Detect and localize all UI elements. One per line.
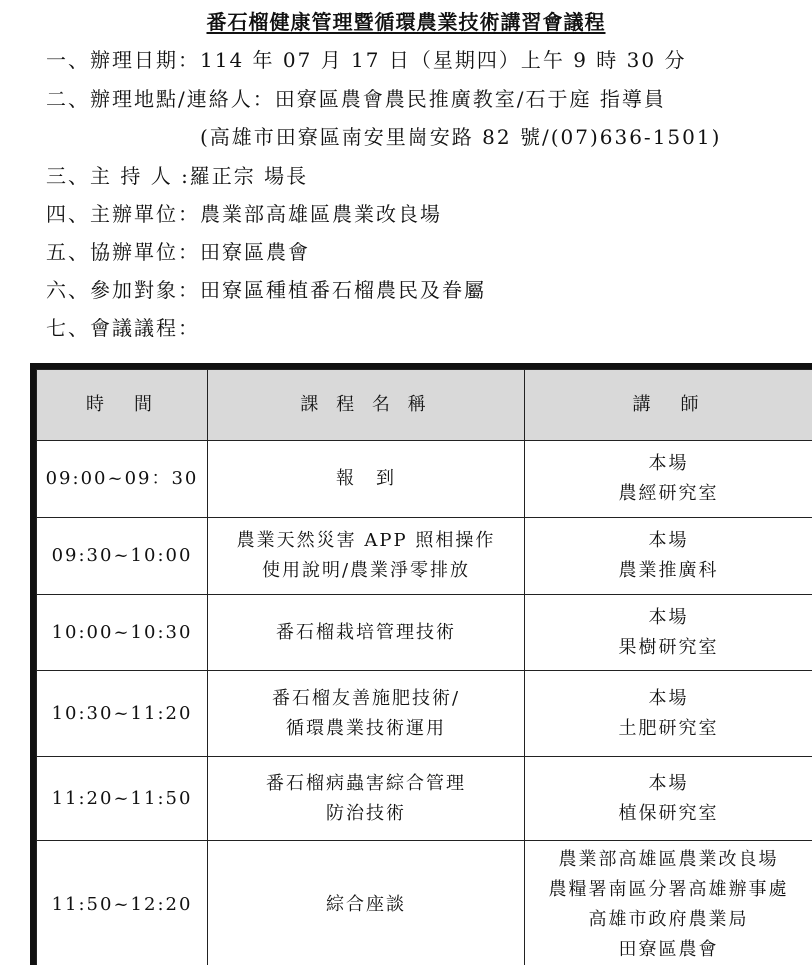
course-line: 番石榴病蟲害綜合管理	[266, 772, 466, 794]
row-course	[208, 841, 525, 965]
table-row	[37, 441, 812, 518]
speaker-line: 農業推廣科	[618, 560, 719, 581]
agenda-table	[36, 369, 812, 965]
row-course	[208, 671, 525, 757]
info-participants: 六、參加對象：田寮區種植番石榴農民及眷屬	[46, 278, 486, 302]
header-course: 課 程 名 稱	[208, 370, 525, 441]
course-line: 循環農業技術運用	[286, 717, 446, 739]
speaker-line: 本場	[648, 606, 689, 628]
page-title-text: 番石榴健康管理暨循環農業技術講習會議程	[206, 10, 606, 34]
course-line: 防治技術	[326, 802, 406, 824]
speaker-line: 高雄市政府農業局	[588, 908, 749, 930]
agenda-header-row	[37, 370, 812, 441]
row-course	[208, 595, 525, 671]
row-time: 10:30~11:20	[37, 671, 208, 757]
course-line: 報 到	[336, 468, 396, 489]
course-line: 農業天然災害 APP 照相操作	[236, 530, 496, 551]
row-speaker	[525, 595, 812, 671]
row-time: 09:00~09：30	[37, 441, 208, 518]
row-time: 10:00~10:30	[37, 595, 208, 671]
info-agenda-heading: 七、會議議程：	[46, 316, 200, 340]
info-host: 三、主 持 人 :羅正宗 場長	[46, 164, 309, 188]
speaker-line: 植保研究室	[618, 802, 719, 824]
row-speaker	[525, 757, 812, 841]
row-time: 11:50~12:20	[37, 841, 208, 965]
speaker-line: 土肥研究室	[618, 717, 719, 739]
course-line: 番石榴栽培管理技術	[276, 621, 456, 643]
table-row	[37, 518, 812, 595]
table-row	[37, 595, 812, 671]
row-speaker	[525, 671, 812, 757]
page-title	[0, 6, 812, 35]
speaker-line: 農經研究室	[618, 483, 719, 504]
row-speaker	[525, 518, 812, 595]
info-date: 一、辦理日期：114 年 07 月 17 日（星期四）上午 9 時 30 分	[46, 48, 687, 72]
agenda-table-frame	[30, 363, 812, 965]
row-course	[208, 441, 525, 518]
info-organizer: 四、主辦單位：農業部高雄區農業改良場	[46, 202, 442, 226]
speaker-line: 本場	[648, 530, 689, 551]
course-line: 番石榴友善施肥技術/	[271, 687, 461, 709]
info-address-phone: (高雄市田寮區南安里崗安路 82 號/(07)636-1501)	[200, 125, 722, 149]
speaker-line: 田寮區農會	[618, 938, 719, 960]
course-line: 綜合座談	[326, 893, 406, 915]
row-speaker	[525, 441, 812, 518]
speaker-line: 本場	[648, 453, 689, 474]
speaker-line: 農糧署南區分署高雄辦事處	[548, 878, 789, 900]
speaker-line: 農業部高雄區農業改良場	[558, 848, 779, 870]
table-row	[37, 841, 812, 965]
info-co-organizer: 五、協辦單位：田寮區農會	[46, 240, 310, 264]
row-course	[208, 757, 525, 841]
row-speaker	[525, 841, 812, 965]
row-time: 11:20~11:50	[37, 757, 208, 841]
course-line: 使用說明/農業淨零排放	[261, 560, 471, 581]
header-time: 時 間	[37, 370, 208, 441]
row-course	[208, 518, 525, 595]
table-row	[37, 757, 812, 841]
speaker-line: 本場	[648, 687, 689, 709]
info-venue-contact: 二、辦理地點/連絡人：田寮區農會農民推廣教室/石于庭 指導員	[46, 87, 666, 111]
header-speaker: 講 師	[525, 370, 812, 441]
speaker-line: 本場	[648, 772, 689, 794]
row-time: 09:30~10:00	[37, 518, 208, 595]
speaker-line: 果樹研究室	[618, 636, 719, 658]
table-row	[37, 671, 812, 757]
